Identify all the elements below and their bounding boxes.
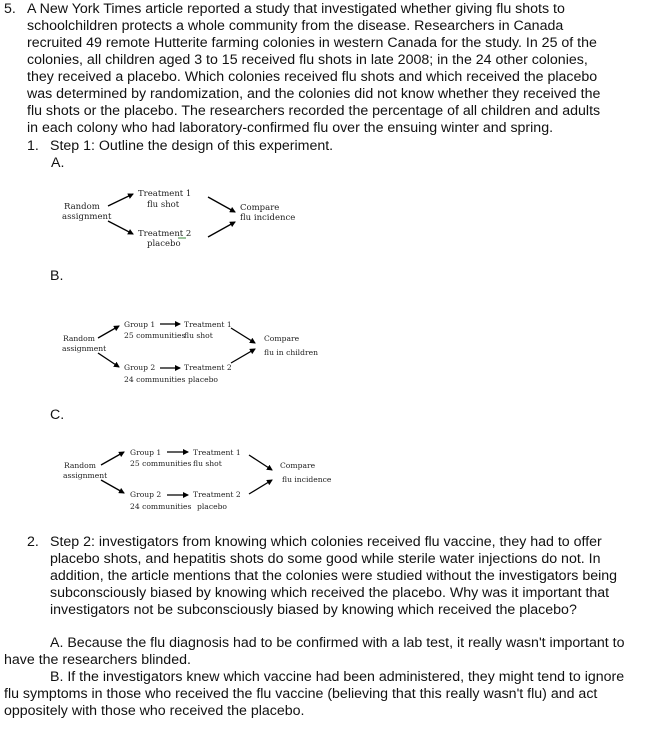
diagram-c [63,448,332,511]
step1-prompt: Step 1: Outline the design of this experiment. [50,138,334,154]
diagram-c-end-line2: flu incidence [282,475,332,484]
diagram-c-group2-line1: Group 2 [130,490,162,499]
arrow-icon [208,222,235,237]
diagram-b-treatment1-line2: flu shot [184,331,213,340]
arrow-icon [98,353,119,367]
diagram-b-group1-line1: Group 1 [124,320,156,329]
option-b-label[interactable]: B. [50,268,64,284]
diagram-b-treatment1-line1: Treatment 1 [184,320,232,329]
diagram-c-treatment1-line2: flu shot [193,459,222,468]
diagram-b-group1-line2: 25 communities [124,331,186,340]
diagram-a-end-line2: flu incidence [240,213,296,223]
diagram-b [62,320,318,384]
diagram-b-end-line2: flu in children [264,348,318,357]
stem-line: schoolchildren protects a whole community from the disease. Researchers in Canada [27,18,564,34]
diagram-b-start-line2: assignment [62,344,107,353]
arrow-icon [101,480,124,493]
question-number: 5. [4,1,16,17]
diagram-c-start-line1: Random [64,461,96,470]
answer-b[interactable]: B. If the investigators knew which vaccine had been administered, they might tend to ignore flu symptoms in those who received the flu vaccine (believing that this really wasn't flu) and act oppositely with those who received the placebo. [4,669,625,719]
stem-line: colonies, all children aged 3 to 15 received flu shots in late 2008; in the 24 other colonies, [27,52,588,68]
diagram-a-start-line2: assignment [62,212,112,222]
step2-number: 2. [27,534,39,550]
step1-number: 1. [27,138,39,154]
arrow-icon [108,221,133,234]
stem-line: was determined by randomization, and the colonies did not know whether they received the [27,86,601,102]
diagram-a-treatment1-line2: flu shot [147,200,180,210]
diagram-c-start-line2: assignment [63,471,108,480]
stem-line: flu shots or the placebo. The researchers recorded the percentage of all children and adults [27,103,601,119]
diagram-b-group2-line2: 24 communities [124,375,186,384]
diagram-b-treatment2-line1: Treatment 2 [184,363,232,372]
diagram-a [62,189,295,249]
arrow-icon [108,194,133,206]
diagram-c-end-line1: Compare [280,461,316,470]
arrow-icon [231,349,255,363]
arrow-icon [101,452,124,465]
diagram-a-treatment2-line1: Treatment 2 [138,229,192,239]
diagram-c-treatment2-line2: placebo [197,502,227,511]
arrow-icon [249,455,272,470]
answer-a[interactable]: A. Because the flu diagnosis had to be confirmed with a lab test, it really wasn't important to have the researchers blinded. [4,635,625,668]
arrow-icon [231,328,255,343]
option-a-label[interactable]: A. [51,155,65,171]
diagram-c-group1-line1: Group 1 [130,448,162,457]
arrow-icon [98,326,119,338]
arrow-icon [249,480,272,494]
diagram-b-start-line1: Random [63,334,95,343]
diagram-a-treatment2-line2: placebo [147,239,181,249]
diagram-b-treatment2-line2: placebo [188,375,218,384]
diagram-a-start-line1: Random [64,202,100,212]
diagram-b-group2-line1: Group 2 [124,363,156,372]
stem-line: in each colony who had laboratory-confirmed flu over the ensuing winter and spring. [27,120,554,136]
stem-line: recruited 49 remote Hutterite farming colonies in western Canada for the study. In 25 of the [27,35,597,51]
option-c-label[interactable]: C. [50,407,65,423]
step2-text: Step 2: investigators from knowing which colonies received flu vaccine, they had to offer placebo shots, and hepatitis shots do some good while sterile water injections do not. In addition, the article mentions that the colonies were studied without the investigators being subconsciously biased by knowing which received the placebo. Why was it important that investigators not be subconsciously biased by knowing which received the placebo? [50,534,618,618]
diagram-c-group1-line2: 25 communities [130,459,192,468]
diagram-a-end-line1: Compare [240,203,280,213]
diagram-c-treatment2-line1: Treatment 2 [193,490,241,499]
diagram-c-treatment1-line1: Treatment 1 [193,448,241,457]
diagram-b-end-line1: Compare [264,334,300,343]
stem-line: A New York Times article reported a study that investigated whether giving flu shots to [27,1,565,17]
diagram-a-treatment1-line1: Treatment 1 [138,189,192,199]
arrow-icon [208,197,235,212]
stem-line: they received a placebo. Which colonies received flu shots and which received the placebo [27,69,598,85]
diagram-c-group2-line2: 24 communities [130,502,192,511]
